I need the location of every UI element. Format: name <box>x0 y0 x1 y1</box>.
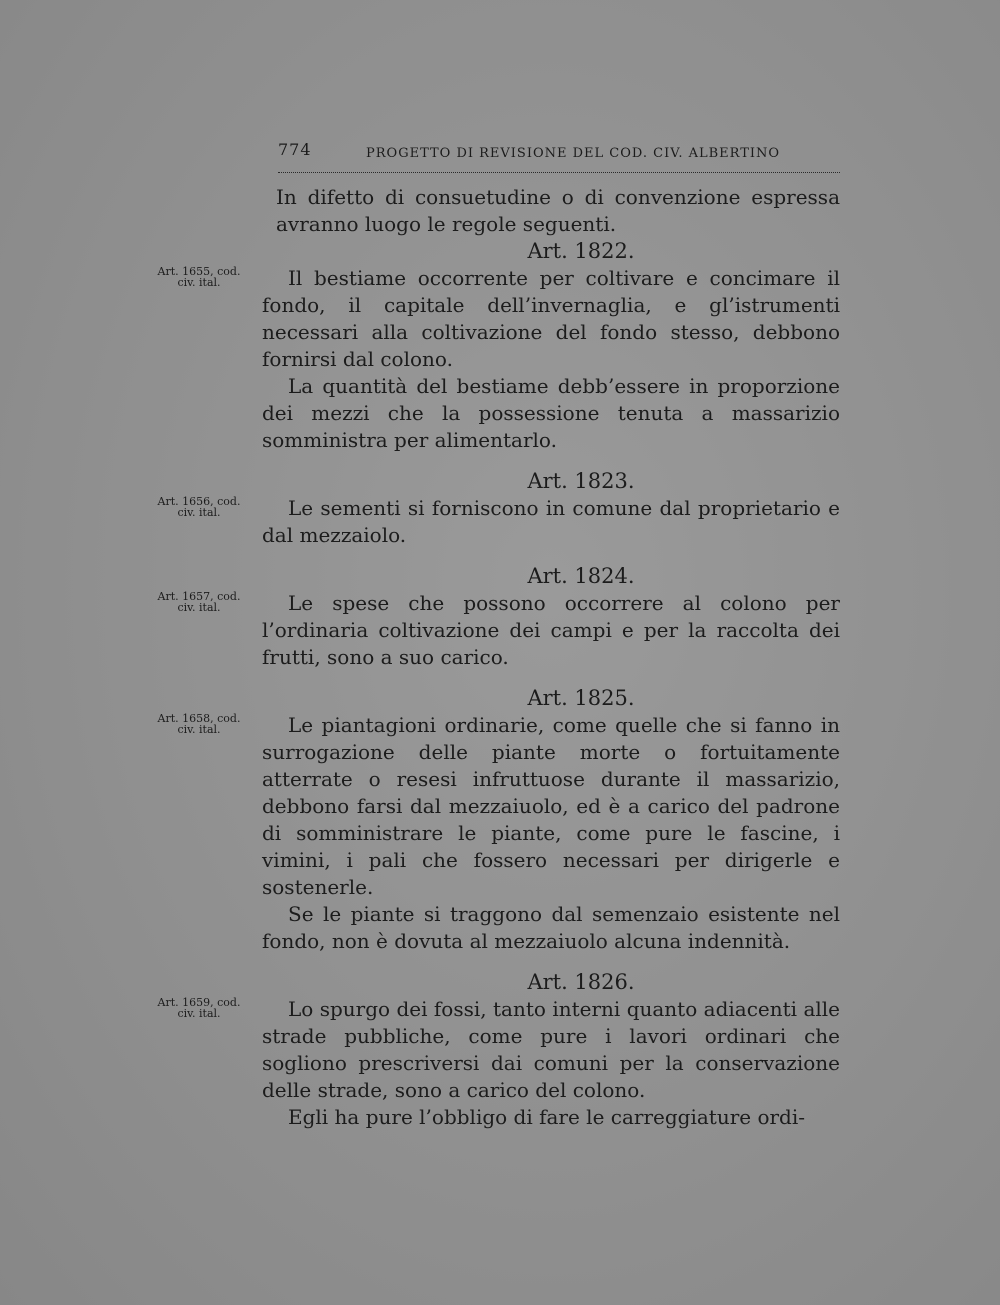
marginal-note-line: Art. 1656, cod. <box>157 495 241 508</box>
marginal-note <box>144 591 254 613</box>
article-1824 <box>157 563 840 671</box>
marginal-note <box>144 997 254 1019</box>
marginal-note-line: civ. ital. <box>177 1007 221 1020</box>
article-paragraph: Lo spurgo dei fossi, tanto interni quanto adiacenti alle strade pubbliche, come pure i lavori ordinari che sogliono prescriversi dai comuni per la conservazione delle strade, sono a carico del colono. <box>262 997 840 1102</box>
marginal-note-line: Art. 1655, cod. <box>157 265 241 278</box>
page-header <box>278 140 838 170</box>
article-heading: Art. 1825. <box>527 686 635 710</box>
marginal-note-line: civ. ital. <box>177 276 221 289</box>
marginal-note-line: civ. ital. <box>177 506 221 519</box>
article-paragraph: Il bestiame occorrente per coltivare e concimare il fondo, il capitale dell’invernaglia, e gl’istrumenti necessari alla coltivazione del fondo stesso, debbono fornirsi dal colono. <box>262 266 840 371</box>
marginal-note <box>144 713 254 735</box>
article-1822 <box>157 238 840 454</box>
marginal-note-line: Art. 1658, cod. <box>157 712 241 725</box>
intro-paragraph: In difetto di consuetudine o di convenzione espressa avranno luogo le regole seguenti. <box>276 185 840 236</box>
article-paragraph: Le piantagioni ordinarie, come quelle che si fanno in surrogazione delle piante morte o fortuitamente atterrate o resesi infruttuose durante il massarizio, debbono farsi dal mezzaiuolo, ed è a carico del padrone di somministrare le piante, come pure le fascine, i vimini, i pali che fossero necessari per dirigerle e sostenerle. <box>262 713 840 899</box>
main-text <box>157 184 840 1131</box>
article-paragraph: Egli ha pure l’obbligo di fare le carreggiature ordi- <box>288 1105 806 1129</box>
article-heading: Art. 1826. <box>527 970 635 994</box>
article-paragraph: Le sementi si forniscono in comune dal proprietario e dal mezzaiolo. <box>262 496 840 547</box>
header-rule <box>278 172 840 173</box>
article-1825 <box>157 685 840 955</box>
marginal-note <box>144 266 254 288</box>
article-1826 <box>157 969 840 1131</box>
article-heading: Art. 1824. <box>527 564 635 588</box>
page-number: 774 <box>278 140 312 159</box>
article-1823 <box>157 468 840 549</box>
article-paragraph: La quantità del bestiame debb’essere in proporzione dei mezzi che la possessione tenuta a massarizio somministra per alimentarlo. <box>262 374 840 452</box>
marginal-note <box>144 496 254 518</box>
marginal-note-line: Art. 1657, cod. <box>157 590 241 603</box>
marginal-note-line: Art. 1659, cod. <box>157 996 241 1009</box>
article-paragraph: Le spese che possono occorrere al colono per l’ordinaria coltivazione dei campi e per la raccolta dei frutti, sono a suo carico. <box>262 591 840 669</box>
marginal-note-line: civ. ital. <box>177 601 221 614</box>
running-title: PROGETTO DI REVISIONE DEL COD. CIV. ALBERTINO <box>366 146 781 161</box>
article-heading: Art. 1822. <box>527 239 635 263</box>
article-heading: Art. 1823. <box>527 469 635 493</box>
marginal-note-line: civ. ital. <box>177 723 221 736</box>
article-paragraph: Se le piante si traggono dal semenzaio esistente nel fondo, non è dovuta al mezzaiuolo alcuna indennità. <box>262 902 840 953</box>
